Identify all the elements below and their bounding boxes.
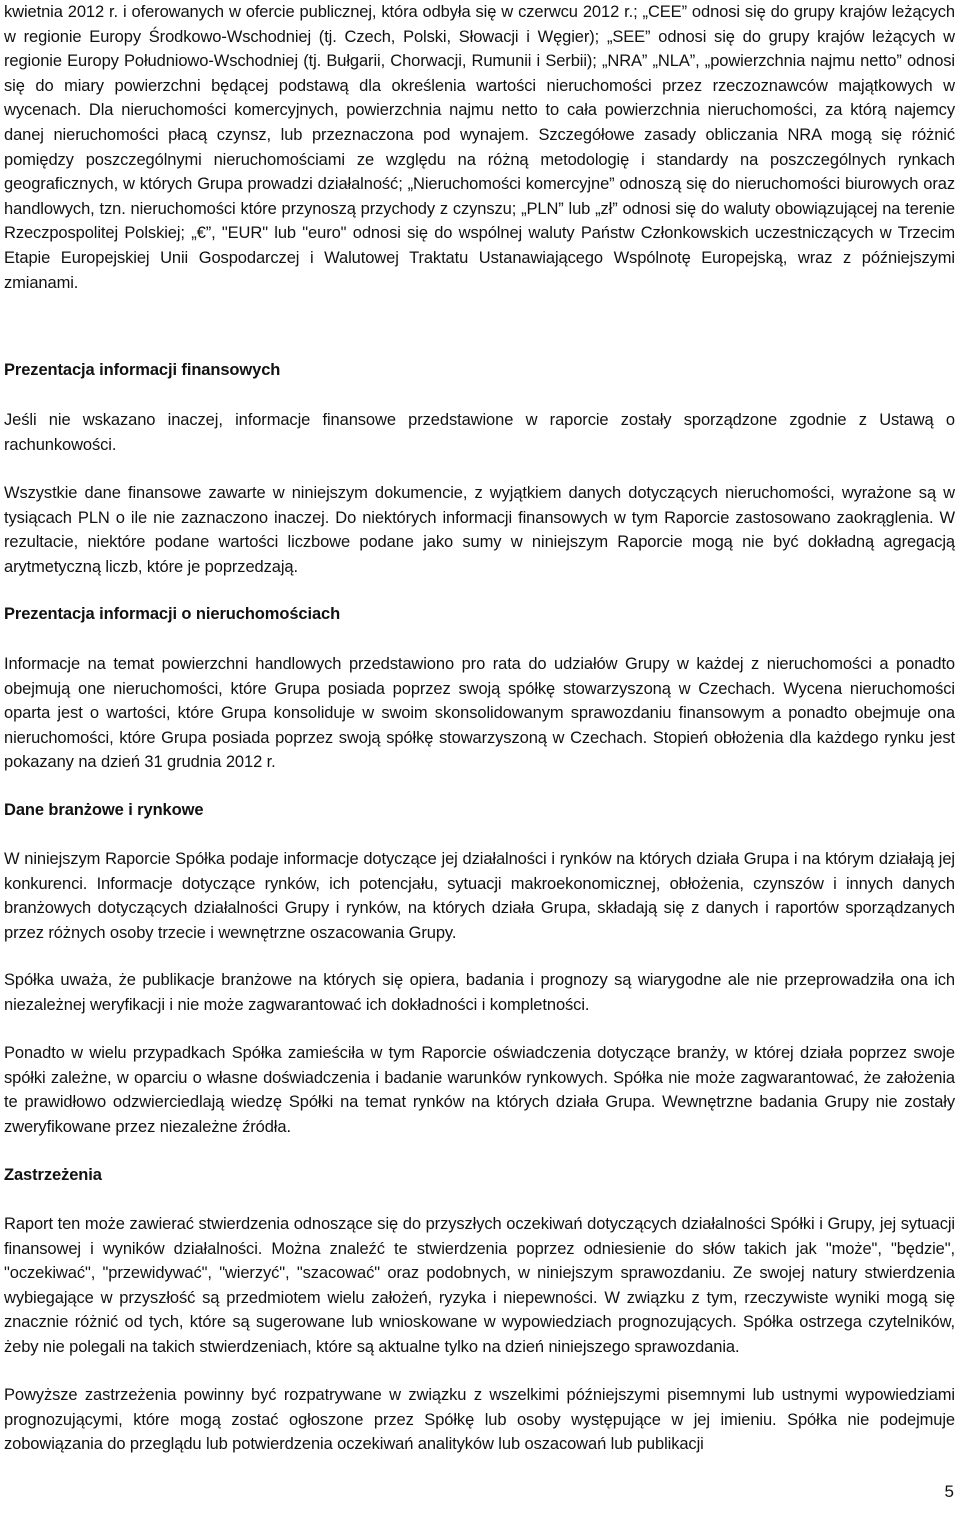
heading-financial-info: Prezentacja informacji finansowych — [4, 361, 281, 379]
financial-info-paragraph-2: Wszystkie dane finansowe zawarte w niniejszym dokumencie, z wyjątkiem danych dotyczących nieruchomości, wyrażone są w tysiącach PLN o ile nie zaznaczono inaczej. Do niektórych informacji finansowych w tym Raporcie zastosowano zaokrąglenia. W rezultacie, niektóre podane wartości liczbowe podane jako sumy w niniejszym Raporcie mogą nie być dokładną agregacją arytmetyczną liczb, które je poprzedzają. — [4, 484, 955, 576]
page-number: 5 — [944, 1482, 954, 1501]
financial-info-paragraph-1: Jeśli nie wskazano inaczej, informacje finansowe przedstawione w raporcie zostały sporządzone zgodnie z Ustawą o rachunkowości. — [4, 411, 955, 454]
market-data-paragraph-2: Spółka uważa, że publikacje branżowe na których się opiera, badania i prognozy są wiarygodne ale nie przeprowadziła ona ich niezależnej weryfikacji i nie może zagwarantować ich dokładności i kompletności. — [4, 971, 955, 1014]
disclaimers-paragraph-2: Powyższe zastrzeżenia powinny być rozpatrywane w związku z wszelkimi późniejszymi pisemnymi lub ustnymi wypowiedziami prognozującymi, które mogą zostać ogłoszone przez Spółkę lub osoby występujące w jej imieniu. Spółka nie podejmuje zobowiązania do przeglądu lub potwierdzenia oczekiwań analityków lub oszacowań lub publikacji — [4, 1386, 955, 1454]
market-data-paragraph-3: Ponadto w wielu przypadkach Spółka zamieściła w tym Raporcie oświadczenia dotyczące branży, w której działa poprzez swoje spółki zależne, w oparciu o własne doświadczenia i badanie warunków rynkowych. Spółka nie może zagwarantować, że założenia te prawidłowo odzwierciedlają wiedzę Spółki na temat rynków na których działa Grupa. Wewnętrzne badania Grupy nie zostały zweryfikowane przez niezależne źródła. — [4, 1044, 955, 1136]
property-info-paragraph: Informacje na temat powierzchni handlowych przedstawiono pro rata do udziałów Grupy w każdej z nieruchomości a ponadto obejmują one nieruchomości, które Grupa posiada poprzez swoją spółkę stowarzyszoną w Czechach. Wycena nieruchomości oparta jest o wartości, które Grupa konsoliduje w swoim skonsolidowanym sprawozdaniu finansowym a ponadto obejmuje ona nieruchomości, które Grupa posiada poprzez swoją spółkę stowarzyszoną w Czechach. Stopień obłożenia dla każdego rynku jest pokazany na dzień 31 grudnia 2012 r. — [4, 655, 955, 772]
heading-property-info: Prezentacja informacji o nieruchomościach — [4, 605, 341, 623]
heading-market-data: Dane branżowe i rynkowe — [4, 801, 204, 819]
disclaimers-paragraph-1: Raport ten może zawierać stwierdzenia odnoszące się do przyszłych oczekiwań dotyczących działalności Spółki i Grupy, jej sytuacji finansowej i wyników działalności. Można znaleźć te stwierdzenia poprzez odniesienie do słów takich jak "może", "będzie", "oczekiwać", "przewidywać", "wierzyć", "szacować" oraz podobnych, w niniejszym sprawozdaniu. Ze swojej natury stwierdzenia wybiegające w przyszłość są przedmiotem wielu założeń, ryzyka i niepewności. W związku z tym, rzeczywiste wyniki mogą się znacznie różnić od tych, które są sugerowane lub wnioskowane w wypowiedziach prognozujących. Spółka ostrzega czytelników, żeby nie polegali na takich stwierdzeniach, które są aktualne tylko na dzień niniejszego sprawozdania. — [4, 1215, 955, 1356]
definitions-paragraph: kwietnia 2012 r. i oferowanych w ofercie publicznej, która odbyła się w czerwcu 2012 r.; „CEE” odnosi się do grupy krajów leżących w regionie Europy Środkowo-Wschodniej (tj. Czech, Polski, Słowacji i Węgier); „SEE” odnosi się do grupy krajów leżących w regionie Europy Południowo-Wschodniej (tj. Bułgarii, Chorwacji, Rumunii i Serbii); „NRA” „NLA”, „powierzchnia najmu netto” odnosi się do miary powierzchni będącej podstawą dla określenia wartości nieruchomości przez rzeczoznawców majątkowych w wycenach. Dla nieruchomości komercyjnych, powierzchnia najmu netto to cała powierzchnia nieruchomości, za którą najemcy danej nieruchomości płacą czynsz, lub przeznaczona pod wynajem. Szczegółowe zasady obliczania NRA mogą się różnić pomiędzy poszczególnymi nieruchomościami ze względu na różną metodologię i standardy na poszczególnych rynkach geograficznych, w których Grupa prowadzi działalność; „Nieruchomości komercyjne” odnoszą się do nieruchomości biurowych oraz handlowych, tzn. nieruchomości które przynoszą przychody z czynszu; „PLN” lub „zł” odnosi się do waluty obowiązującej na terenie Rzeczpospolitej Polskiej; „€”, "EUR" lub "euro" odnosi się do wspólnej waluty Państw Członkowskich uczestniczących w Trzecim Etapie Europejskiej Unii Gospodarczej i Walutowej Traktatu Ustanawiającego Wspólnotę Europejską, wraz z późniejszymi zmianami. — [4, 3, 955, 292]
market-data-paragraph-1: W niniejszym Raporcie Spółka podaje informacje dotyczące jej działalności i rynków na których działa Grupa i na którym działają jej konkurenci. Informacje dotyczące rynków, ich potencjału, sytuacji makroekonomicznej, obłożenia, czynszów i innych danych branżowych dotyczących działalności Grupy i rynków, na których działa Grupa, składają się z danych i raportów sporządzanych przez różnych osoby trzecie i wewnętrzne oszacowania Grupy. — [4, 850, 955, 942]
heading-disclaimers: Zastrzeżenia — [4, 1166, 102, 1184]
